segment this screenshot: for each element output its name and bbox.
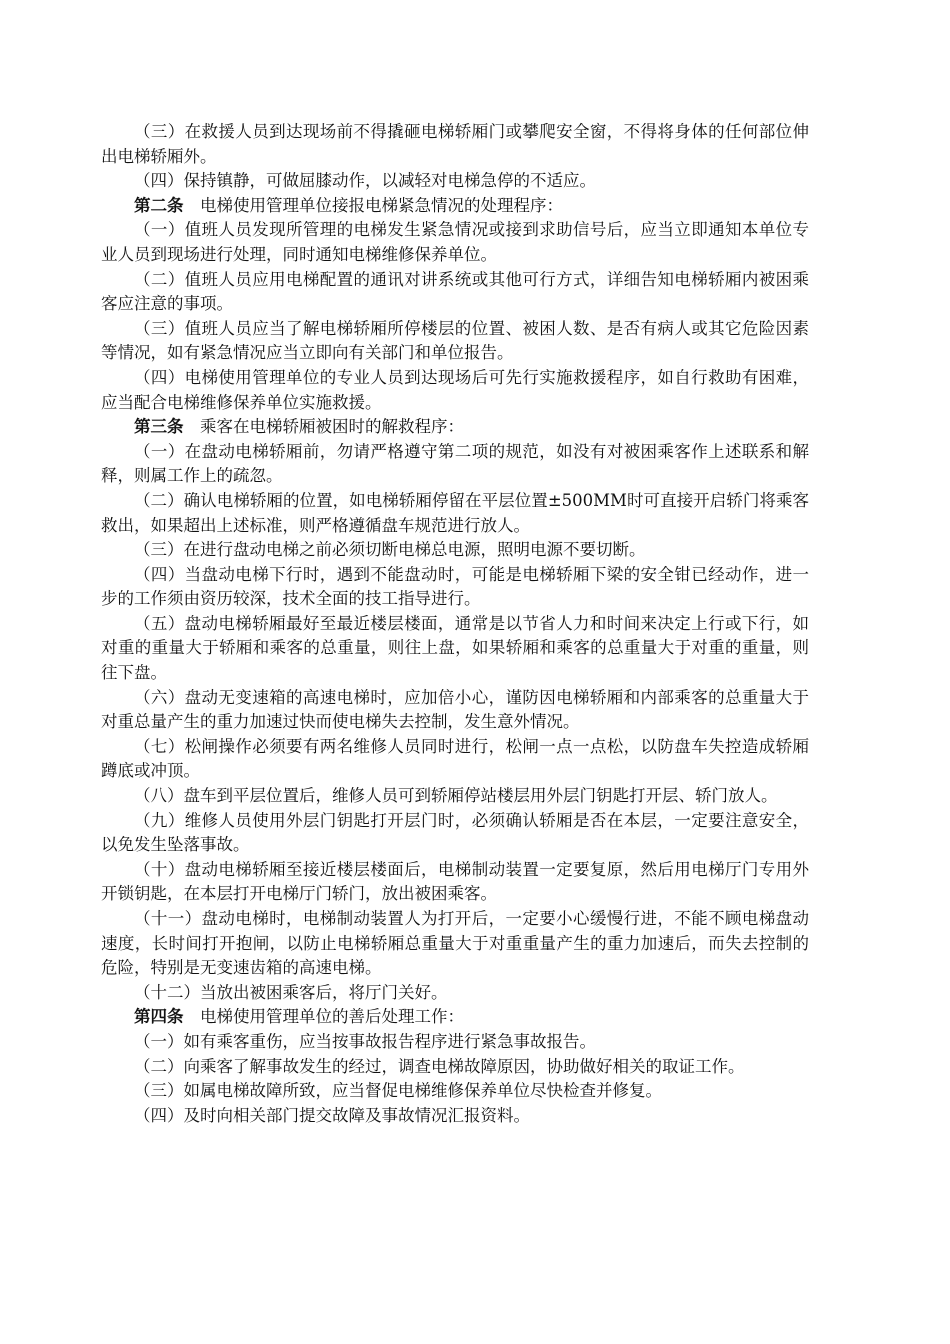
paragraph <box>101 1079 809 1104</box>
paragraph-text: （十二）当放出被困乘客后，将厅门关好。 <box>134 982 448 1002</box>
paragraph-rescue-4 <box>101 169 809 194</box>
paragraph-text: （六）盘动无变速箱的高速电梯时，应加倍小心，谨防因电梯轿厢和内部乘客的总重量大于对重总量产生的重力加速过快而使电梯失去控制，发生意外情况。 <box>101 687 809 732</box>
paragraph-text: （三）值班人员应当了解电梯轿厢所停楼层的位置、被困人数、是否有病人或其它危险因素等情况，如有紧急情况应当立即向有关部门和单位报告。 <box>101 318 809 363</box>
article-label: 第四条 <box>134 1007 184 1027</box>
article-4-heading <box>101 1005 809 1030</box>
paragraph-text: （四）电梯使用管理单位的专业人员到达现场后可先行实施救援程序，如自行救助有困难，应当配合电梯维修保养单位实施救援。 <box>101 367 809 412</box>
paragraph <box>101 317 809 366</box>
paragraph <box>101 612 809 686</box>
paragraph-text: （三）如属电梯故障所致，应当督促电梯维修保养单位尽快检查并修复。 <box>134 1081 662 1101</box>
paragraph <box>101 218 809 267</box>
paragraph-text: （一）值班人员发现所管理的电梯发生紧急情况或接到求助信号后，应当立即通知本单位专业人员到现场进行处理，同时通知电梯维修保养单位。 <box>101 220 809 264</box>
paragraph <box>101 538 809 563</box>
paragraph-text: （九）维修人员使用外层门钥匙打开层门时，必须确认轿厢是否在本层，一定要注意安全，以免发生坠落事故。 <box>101 810 809 855</box>
paragraph <box>101 784 809 809</box>
paragraph <box>101 1055 809 1080</box>
paragraph-text: （四）及时向相关部门提交故障及事故情况汇报资料。 <box>134 1105 530 1125</box>
paragraph <box>101 858 809 907</box>
paragraph <box>101 809 809 858</box>
paragraph-text: （五）盘动电梯轿厢最好至最近楼层楼面，通常是以节省人力和时间来决定上行或下行，如对重的重量大于轿厢和乘客的总重量，则往上盘，如果轿厢和乘客的总重量大于对重的重量，则往下盘。 <box>101 613 809 683</box>
document-body <box>101 120 809 1128</box>
paragraph <box>101 489 809 538</box>
paragraph-text: （三）在进行盘动电梯之前必须切断电梯总电源，照明电源不要切断。 <box>134 540 646 560</box>
paragraph <box>101 981 809 1006</box>
paragraph-text: （一）在盘动电梯轿厢前，勿请严格遵守第二项的规范，如没有对被困乘客作上述联系和解释，则属工作上的疏忽。 <box>101 441 809 486</box>
article-label: 第二条 <box>134 195 184 215</box>
article-title: 电梯使用管理单位接报电梯紧急情况的处理程序： <box>183 195 563 215</box>
paragraph-text: （二）值班人员应用电梯配置的通讯对讲系统或其他可行方式，详细告知电梯轿厢内被困乘客应注意的事项。 <box>101 269 809 314</box>
paragraph-text: （十）盘动电梯轿厢至接近楼层楼面后，电梯制动装置一定要复原，然后用电梯厅门专用外开锁钥匙，在本层打开电梯厅门轿门，放出被困乘客。 <box>101 859 809 904</box>
paragraph <box>101 686 809 735</box>
paragraph-text: （三）在救援人员到达现场前不得撬砸电梯轿厢门或攀爬安全窗，不得将身体的任何部位伸出电梯轿厢外。 <box>101 122 809 166</box>
paragraph-text: （七）松闸操作必须要有两名维修人员同时进行，松闸一点一点松，以防盘车失控造成轿厢蹲底或冲顶。 <box>101 736 809 781</box>
paragraph-text: （一）如有乘客重伤，应当按事故报告程序进行紧急事故报告。 <box>134 1031 596 1051</box>
paragraph <box>101 268 809 317</box>
paragraph-text: （八）盘车到平层位置后，维修人员可到轿厢停站楼层用外层门钥匙打开层、轿门放人。 <box>134 786 778 806</box>
paragraph <box>101 907 809 981</box>
article-2-heading <box>101 194 809 219</box>
paragraph <box>101 735 809 784</box>
article-title: 电梯使用管理单位的善后处理工作： <box>183 1007 464 1027</box>
article-label: 第三条 <box>134 417 184 437</box>
paragraph-text: （二）向乘客了解事故发生的经过，调查电梯故障原因，协助做好相关的取证工作。 <box>134 1056 745 1076</box>
paragraph <box>101 1030 809 1055</box>
paragraph-text: （十一）盘动电梯时，电梯制动装置人为打开后，一定要小心缓慢行进，不能不顾电梯盘动速度，长时间打开抱闸，以防止电梯轿厢总重量大于对重重量产生的重力加速后，而失去控制的危险，特别是无变速齿箱的高速电梯。 <box>101 909 809 978</box>
paragraph-text: （四）保持镇静，可做屈膝动作，以减轻对电梯急停的不适应。 <box>134 171 596 191</box>
paragraph-rescue-3 <box>101 120 809 169</box>
paragraph <box>101 366 809 415</box>
paragraph <box>101 1104 809 1129</box>
paragraph-text: （二）确认电梯轿厢的位置，如电梯轿厢停留在平层位置±500MM时可直接开启轿门将乘客救出，如果超出上述标准，则严格遵循盘车规范进行放人。 <box>101 490 809 535</box>
article-title: 乘客在电梯轿厢被困时的解救程序： <box>183 417 464 437</box>
paragraph <box>101 440 809 489</box>
article-3-heading <box>101 415 809 440</box>
paragraph-text: （四）当盘动电梯下行时，遇到不能盘动时，可能是电梯轿厢下梁的安全钳已经动作，进一步的工作须由资历较深，技术全面的技工指导进行。 <box>101 564 809 609</box>
paragraph <box>101 563 809 612</box>
